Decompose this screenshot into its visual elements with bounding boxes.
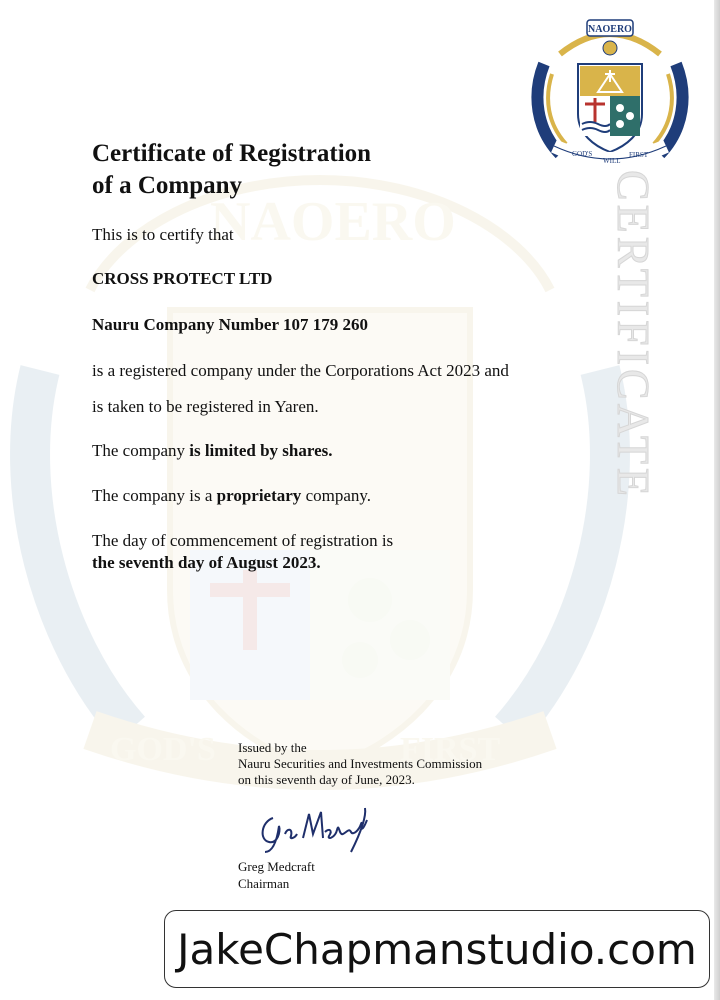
title-line-2: of a Company [92,172,243,199]
company-number: Nauru Company Number 107 179 260 [92,315,368,334]
issued-line-1: Issued by the [238,740,307,755]
registered-line-2: is taken to be registered in Yaren. [92,397,319,416]
crest-motto-left: GOD'S [572,150,593,158]
watermark-bottom-left: GOD'S [110,731,216,768]
type-suffix: company. [301,486,372,505]
certify-intro: This is to certify that [92,225,234,244]
issued-line-2: Nauru Securities and Investments Commission [238,756,483,771]
commencement-line: The day of commencement of registration is [92,531,394,550]
type-bold: proprietary [216,486,302,505]
registered-line-1: is a registered company under the Corporations Act 2023 and [92,361,509,380]
nauru-coat-of-arms [530,14,690,169]
watermark-side-word: CERTIFICATE [608,170,659,501]
signer-name: Greg Medcraft [238,859,315,874]
watermark-crest [10,170,630,790]
watermark-top-word: NAOERO [210,191,456,253]
signer-block [238,858,315,892]
limited-bold: is limited by shares. [189,441,333,460]
limited-prefix: The company [92,441,190,460]
company-type-line [92,485,371,507]
title-line-1: Certificate of Registration [92,140,372,167]
issued-by-block [238,740,482,788]
page-edge [714,0,720,1000]
issued-line-3: on this seventh day of June, 2023. [238,772,415,787]
certificate-title [92,138,452,202]
crest-top-motto: NAOERO [588,24,632,35]
company-name: CROSS PROTECT LTD [92,269,273,288]
type-prefix: The company is a [92,486,217,505]
website-banner [164,910,710,988]
limited-by-shares-line [92,440,333,462]
crest-motto-mid: WILL [603,157,621,165]
signer-title: Chairman [238,876,290,891]
banner-text: JakeChapmanstudio.com [177,924,697,974]
crest-motto-right: FIRST [629,151,649,159]
watermark-bottom-right: FIRST [400,731,501,768]
handwritten-signature [255,800,385,855]
commencement-date: the seventh day of August 2023. [92,553,321,572]
